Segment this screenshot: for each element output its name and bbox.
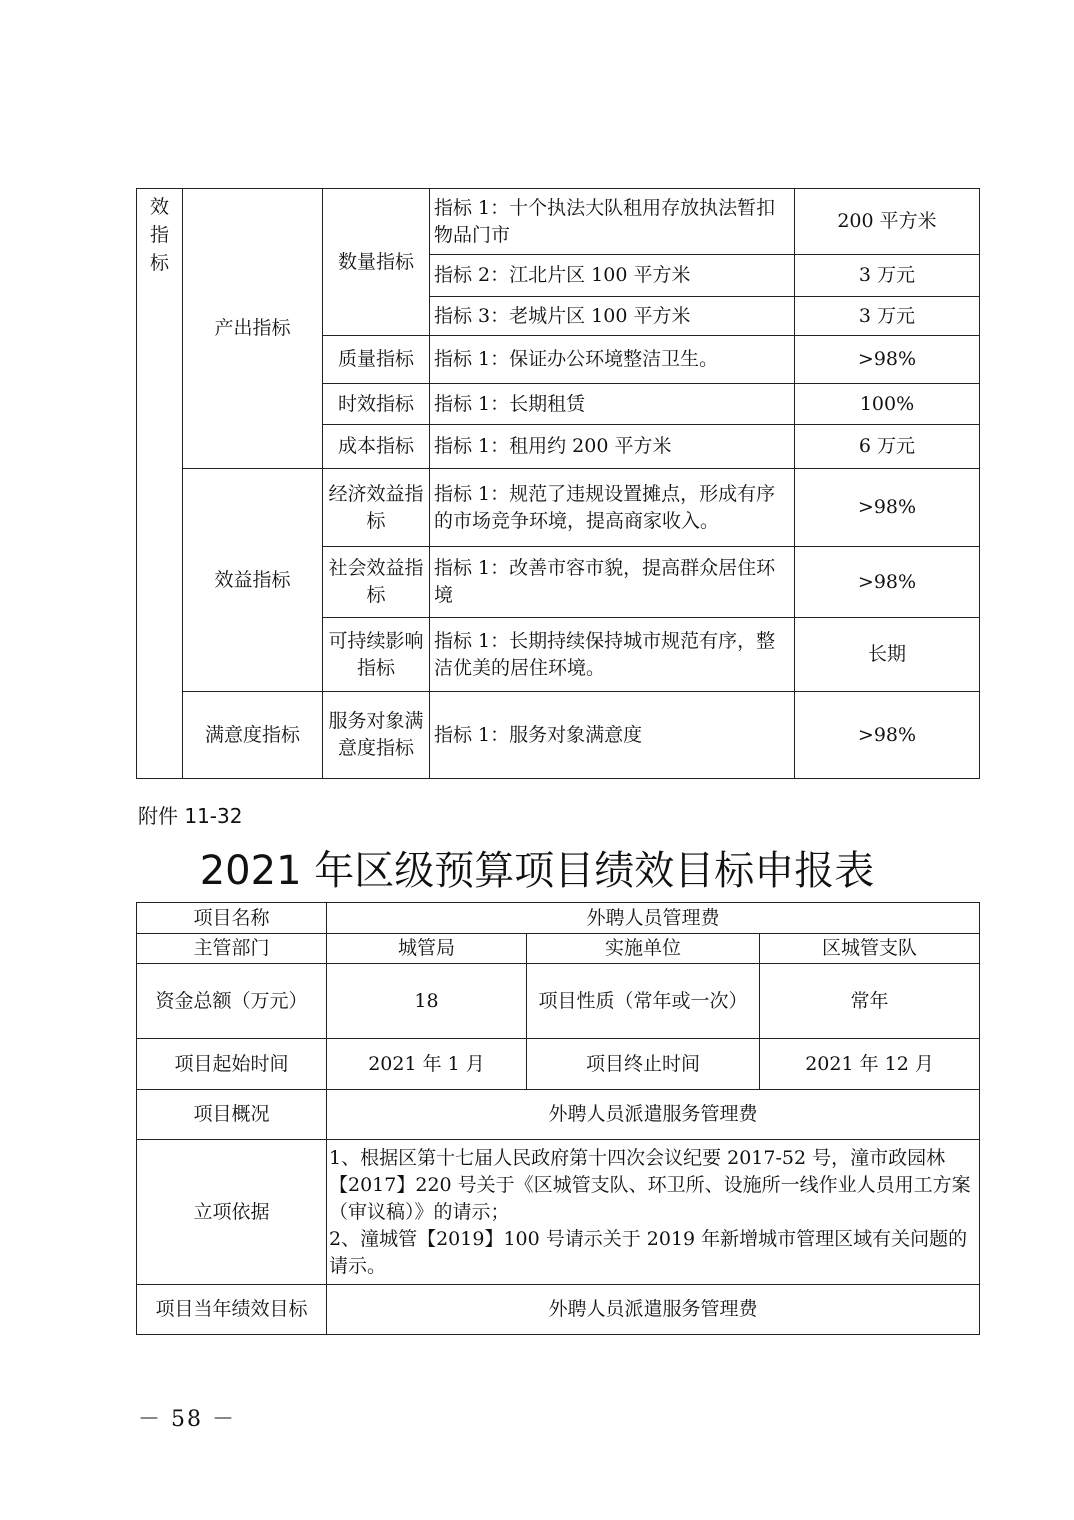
fund-label: 资金总额（万元） bbox=[137, 964, 327, 1039]
end-value: 2021 年 12 月 bbox=[760, 1039, 980, 1090]
indicator-value: >98% bbox=[795, 469, 980, 547]
fund-value: 18 bbox=[327, 964, 527, 1039]
quantity-indicator-cell: 数量指标 bbox=[323, 189, 430, 336]
social-indicator-cell: 社会效益指标 bbox=[323, 547, 430, 618]
indicator-value: >98% bbox=[795, 336, 980, 384]
basis-value bbox=[327, 1140, 980, 1285]
cost-indicator-cell: 成本指标 bbox=[323, 425, 430, 469]
service-satisfaction-cell: 服务对象满意度指标 bbox=[323, 692, 430, 779]
category-column-cell bbox=[137, 189, 183, 779]
start-value: 2021 年 1 月 bbox=[327, 1039, 527, 1090]
indicator-text: 指标 1：保证办公环境整洁卫生。 bbox=[430, 336, 795, 384]
indicator-value: 100% bbox=[795, 384, 980, 425]
indicator-value: 200 平方米 bbox=[795, 189, 980, 255]
economic-indicator-cell: 经济效益指标 bbox=[323, 469, 430, 547]
indicator-text: 指标 1：长期持续保持城市规范有序，整洁优美的居住环境。 bbox=[430, 618, 795, 692]
goal-label: 项目当年绩效目标 bbox=[137, 1285, 327, 1335]
satisfaction-category-cell: 满意度指标 bbox=[183, 692, 323, 779]
indicator-text: 指标 2：江北片区 100 平方米 bbox=[430, 255, 795, 297]
indicator-value: 长期 bbox=[795, 618, 980, 692]
dept-label: 主管部门 bbox=[137, 934, 327, 964]
dept-value: 城管局 bbox=[327, 934, 527, 964]
indicator-value: >98% bbox=[795, 547, 980, 618]
nature-label: 项目性质（常年或一次） bbox=[527, 964, 760, 1039]
indicator-value: 3 万元 bbox=[795, 297, 980, 336]
overview-value: 外聘人员派遣服务管理费 bbox=[327, 1090, 980, 1140]
basis-item-1: 1、根据区第十七届人民政府第十四次会议纪要 2017-52 号，潼市政园林【2017】220 号关于《区城管支队、环卫所、设施所一线作业人员用工方案（审议稿）》的请示； bbox=[329, 1146, 971, 1223]
indicator-value: 3 万元 bbox=[795, 255, 980, 297]
output-category-cell: 产出指标 bbox=[183, 189, 323, 469]
indicator-text: 指标 1：长期租赁 bbox=[430, 384, 795, 425]
indicator-text: 指标 1：规范了违规设置摊点，形成有序的市场竞争环境，提高商家收入。 bbox=[430, 469, 795, 547]
overview-label: 项目概况 bbox=[137, 1090, 327, 1140]
category-column-text: 效指标 bbox=[149, 196, 169, 274]
unit-label: 实施单位 bbox=[527, 934, 760, 964]
project-name-value: 外聘人员管理费 bbox=[327, 903, 980, 934]
timeliness-indicator-cell: 时效指标 bbox=[323, 384, 430, 425]
indicator-value: 6 万元 bbox=[795, 425, 980, 469]
indicator-text: 指标 1：服务对象满意度 bbox=[430, 692, 795, 779]
page-title: 2021 年区级预算项目绩效目标申报表 bbox=[199, 848, 875, 894]
attachment-label: 附件 11-32 bbox=[138, 804, 243, 828]
goal-value: 外聘人员派遣服务管理费 bbox=[327, 1285, 980, 1335]
start-label: 项目起始时间 bbox=[137, 1039, 327, 1090]
indicator-text: 指标 3：老城片区 100 平方米 bbox=[430, 297, 795, 336]
sustainable-indicator-cell: 可持续影响指标 bbox=[323, 618, 430, 692]
benefit-category-cell: 效益指标 bbox=[183, 469, 323, 692]
indicator-text: 指标 1：十个执法大队租用存放执法暂扣物品门市 bbox=[430, 189, 795, 255]
indicator-value: >98% bbox=[795, 692, 980, 779]
project-name-label: 项目名称 bbox=[137, 903, 327, 934]
indicator-text: 指标 1：改善市容市貌，提高群众居住环境 bbox=[430, 547, 795, 618]
page-number: － 58 － bbox=[138, 1407, 236, 1432]
end-label: 项目终止时间 bbox=[527, 1039, 760, 1090]
indicator-text: 指标 1：租用约 200 平方米 bbox=[430, 425, 795, 469]
nature-value: 常年 bbox=[760, 964, 980, 1039]
performance-indicator-table bbox=[136, 188, 980, 779]
unit-value: 区城管支队 bbox=[760, 934, 980, 964]
basis-item-2: 2、潼城管【2019】100 号请示关于 2019 年新增城市管理区域有关问题的请示。 bbox=[329, 1227, 968, 1277]
quality-indicator-cell: 质量指标 bbox=[323, 336, 430, 384]
basis-label: 立项依据 bbox=[137, 1140, 327, 1285]
project-declaration-table bbox=[136, 902, 980, 1335]
